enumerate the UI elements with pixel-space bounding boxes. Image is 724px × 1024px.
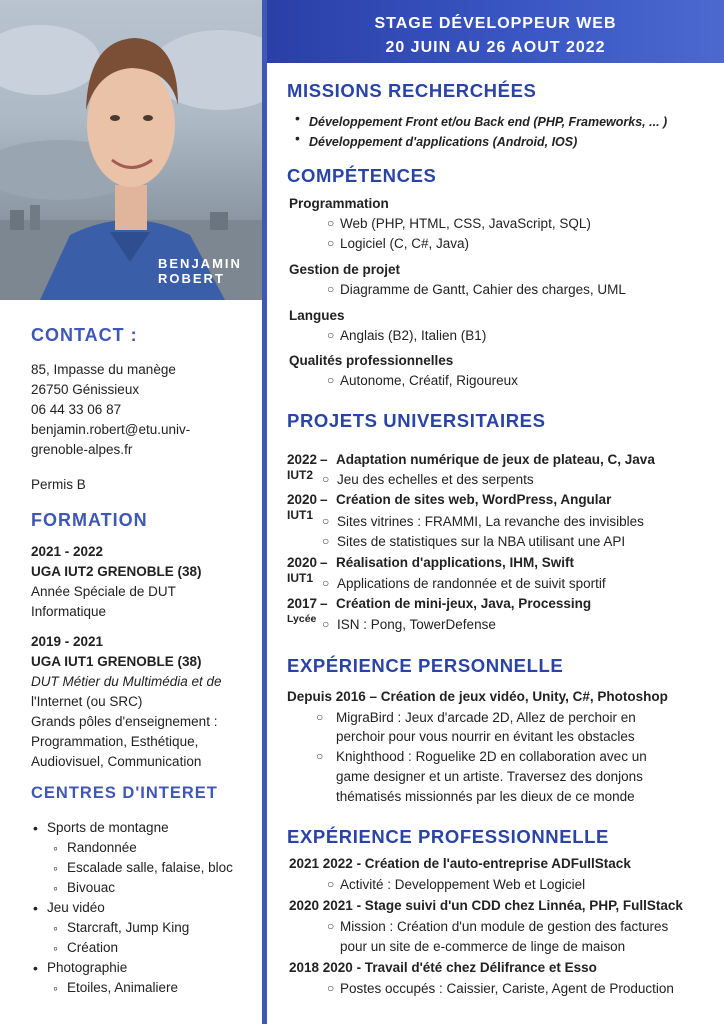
project-year: 2022 bbox=[287, 452, 318, 467]
competence-item: Diagramme de Gantt, Cahier des charges, UML bbox=[340, 282, 626, 297]
project-detail: Sites de statistiques sur la NBA utilisant une API bbox=[337, 534, 626, 549]
driving-license: Permis B bbox=[31, 477, 86, 492]
formation-school: UGA IUT2 GRENOBLE (38) bbox=[31, 564, 202, 579]
formation-line: l'Internet (ou SRC) bbox=[31, 694, 143, 709]
competences-title: COMPÉTENCES bbox=[287, 165, 437, 186]
project-tag: IUT1 bbox=[287, 571, 314, 585]
bullet-icon: • bbox=[295, 110, 300, 126]
project-year: 2020 bbox=[287, 555, 318, 570]
competence-item: Autonome, Créatif, Rigoureux bbox=[340, 373, 518, 388]
project-title: Création de sites web, WordPress, Angular bbox=[336, 492, 612, 507]
list-item: • Sports de montagne bbox=[31, 818, 233, 838]
perso-item-line: Knighthood : Roguelike 2D en collaboration avec un bbox=[336, 749, 647, 764]
competence-group: Qualités professionnelles bbox=[289, 353, 454, 368]
project-detail: Applications de randonnée et de suivit sportif bbox=[337, 576, 606, 591]
list-item: ◦ Escalade salle, falaise, bloc bbox=[31, 858, 233, 878]
pro-detail: Mission : Création d'un module de gestion des factures bbox=[340, 919, 669, 934]
name-overlay bbox=[158, 256, 242, 286]
circle-bullet-icon: ○ bbox=[327, 236, 335, 250]
address-line-1: 85, Impasse du manège bbox=[31, 362, 176, 377]
email-line-1[interactable]: benjamin.robert@etu.univ- bbox=[31, 422, 191, 437]
pro-detail: pour un site de e-commerce de linge de maison bbox=[340, 939, 626, 954]
circle-bullet-icon: ○ bbox=[322, 514, 330, 528]
circle-bullet-icon: ○ bbox=[327, 216, 335, 230]
project-detail: ISN : Pong, TowerDefense bbox=[337, 617, 496, 632]
perso-item-line: game designer et un artiste. Traversez des donjons bbox=[336, 769, 643, 784]
dash: – bbox=[320, 492, 328, 507]
formation-years: 2019 - 2021 bbox=[31, 634, 104, 649]
dash: – bbox=[320, 596, 328, 611]
circle-bullet-icon: ○ bbox=[327, 919, 335, 933]
list-item: ◦ Etoiles, Animaliere bbox=[31, 978, 233, 998]
formation-item-2 bbox=[31, 632, 222, 772]
circle-bullet-icon: ○ bbox=[316, 710, 324, 724]
formation-item-1 bbox=[31, 542, 202, 622]
competence-group: Langues bbox=[289, 308, 345, 323]
column-divider bbox=[262, 0, 267, 1024]
contact-block bbox=[31, 360, 190, 460]
pro-detail: Postes occupés : Caissier, Cariste, Agent de Production bbox=[340, 981, 674, 996]
formation-line: DUT Métier du Multimédia et de bbox=[31, 674, 222, 689]
project-detail: Jeu des echelles et des serpents bbox=[337, 472, 534, 487]
pro-heading: 2018 2020 - Travail d'été chez Délifrance et Esso bbox=[289, 960, 597, 975]
project-tag: Lycée bbox=[287, 613, 317, 625]
circle-bullet-icon: ○ bbox=[327, 282, 335, 296]
header-banner bbox=[267, 0, 724, 63]
pro-title: EXPÉRIENCE PROFESSIONNELLE bbox=[287, 826, 609, 847]
contact-title: CONTACT : bbox=[31, 325, 138, 345]
list-item: ◦ Starcraft, Jump King bbox=[31, 918, 233, 938]
circle-bullet-icon: ○ bbox=[322, 472, 330, 486]
project-year: 2020 bbox=[287, 492, 318, 507]
address-line-2: 26750 Génissieux bbox=[31, 382, 140, 397]
pro-detail: Activité : Developpement Web et Logiciel bbox=[340, 877, 586, 892]
circle-bullet-icon: ○ bbox=[327, 981, 335, 995]
project-year: 2017 bbox=[287, 596, 318, 611]
pro-heading: 2021 2022 - Création de l'auto-entreprise ADFullStack bbox=[289, 856, 631, 871]
perso-item-line: thématisés missionnés par les dieux de ce monde bbox=[336, 789, 635, 804]
phone[interactable]: 06 44 33 06 87 bbox=[31, 402, 122, 417]
circle-bullet-icon: ○ bbox=[316, 749, 324, 763]
competence-item: Logiciel (C, C#, Java) bbox=[340, 236, 470, 251]
formation-line: Audiovisuel, Communication bbox=[31, 754, 202, 769]
missions-title: MISSIONS RECHERCHÉES bbox=[287, 80, 537, 101]
header-line-1: STAGE DÉVELOPPEUR WEB bbox=[374, 15, 617, 32]
left-column bbox=[0, 0, 262, 1024]
portrait-illustration bbox=[0, 0, 262, 300]
mission-item: Développement d'applications (Android, IOS) bbox=[309, 135, 578, 149]
competence-item: Web (PHP, HTML, CSS, JavaScript, SQL) bbox=[340, 216, 591, 231]
project-title: Adaptation numérique de jeux de plateau, C, Java bbox=[336, 452, 655, 467]
circle-bullet-icon: ○ bbox=[322, 576, 330, 590]
mission-item: Développement Front et/ou Back end (PHP, Frameworks, ... ) bbox=[309, 115, 668, 129]
list-item: ◦ Randonnée bbox=[31, 838, 233, 858]
formation-line: Grands pôles d'enseignement : bbox=[31, 714, 218, 729]
formation-title: FORMATION bbox=[31, 510, 148, 530]
competence-item: Anglais (B2), Italien (B1) bbox=[340, 328, 487, 343]
perso-item-line: MigraBird : Jeux d'arcade 2D, Allez de perchoir en bbox=[336, 710, 636, 725]
interests-list bbox=[31, 818, 233, 998]
perso-heading: Depuis 2016 – Création de jeux vidéo, Unity, C#, Photoshop bbox=[287, 689, 668, 704]
perso-title: EXPÉRIENCE PERSONNELLE bbox=[287, 655, 564, 676]
project-tag: IUT2 bbox=[287, 468, 314, 482]
dash: – bbox=[320, 452, 328, 467]
circle-bullet-icon: ○ bbox=[327, 877, 335, 891]
bullet-icon: • bbox=[295, 130, 300, 146]
circle-bullet-icon: ○ bbox=[322, 534, 330, 548]
formation-line: Année Spéciale de DUT bbox=[31, 584, 176, 599]
pro-heading: 2020 2021 - Stage suivi d'un CDD chez Linnéa, PHP, FullStack bbox=[289, 898, 683, 913]
projets-title: PROJETS UNIVERSITAIRES bbox=[287, 410, 546, 431]
formation-line: Informatique bbox=[31, 604, 107, 619]
list-item: • Photographie bbox=[31, 958, 233, 978]
email-line-2[interactable]: grenoble-alpes.fr bbox=[31, 442, 133, 457]
interests-title: CENTRES D'INTERET bbox=[31, 784, 218, 802]
project-detail: Sites vitrines : FRAMMI, La revanche des invisibles bbox=[337, 514, 644, 529]
perso-item-line: perchoir pour vous nourrir en évitant les obstacles bbox=[336, 729, 635, 744]
last-name: ROBERT bbox=[158, 271, 225, 286]
project-tag: IUT1 bbox=[287, 508, 314, 522]
competence-group: Programmation bbox=[289, 196, 389, 211]
formation-years: 2021 - 2022 bbox=[31, 544, 104, 559]
list-item: ◦ Création bbox=[31, 938, 233, 958]
formation-line: Programmation, Esthétique, bbox=[31, 734, 199, 749]
list-item: ◦ Bivouac bbox=[31, 878, 233, 898]
formation-school: UGA IUT1 GRENOBLE (38) bbox=[31, 654, 202, 669]
project-title: Réalisation d'applications, IHM, Swift bbox=[336, 555, 574, 570]
header-line-2: 20 JUIN AU 26 AOUT 2022 bbox=[385, 39, 606, 56]
dash: – bbox=[320, 555, 328, 570]
competence-group: Gestion de projet bbox=[289, 262, 401, 277]
profile-photo bbox=[0, 0, 262, 300]
project-title: Création de mini-jeux, Java, Processing bbox=[336, 596, 592, 611]
circle-bullet-icon: ○ bbox=[327, 328, 335, 342]
list-item: • Jeu vidéo bbox=[31, 898, 233, 918]
first-name: BENJAMIN bbox=[158, 256, 242, 271]
circle-bullet-icon: ○ bbox=[327, 373, 335, 387]
circle-bullet-icon: ○ bbox=[322, 617, 330, 631]
